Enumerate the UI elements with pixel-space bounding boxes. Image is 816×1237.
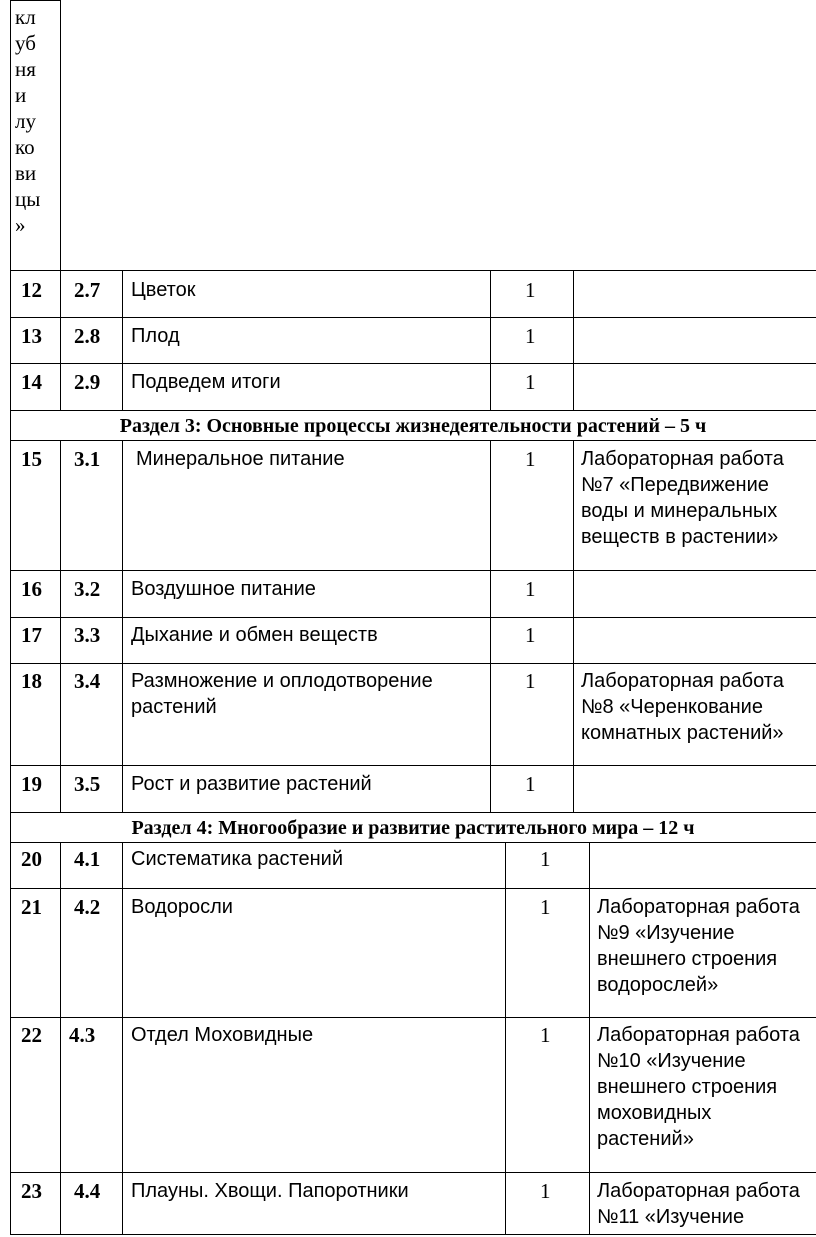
row-line (10, 0, 60, 1)
section-heading: Раздел 4: Многообразие и развитие растительного мира – 12 ч (131, 817, 695, 839)
lesson-code: 4.3 (69, 1023, 96, 1047)
fragment-line: лу (15, 109, 36, 133)
col-line (60, 440, 61, 812)
lab-note-line: №7 «Передвижение (581, 474, 769, 496)
lesson-code: 3.4 (74, 669, 101, 693)
lesson-code: 4.1 (74, 847, 101, 871)
row-number: 23 (21, 1179, 42, 1203)
row-line (10, 888, 816, 889)
col-line (589, 842, 590, 1235)
lab-note-line: №11 «Изучение (597, 1206, 745, 1228)
lab-note-line: Лабораторная работа (597, 1180, 800, 1202)
row-line (10, 363, 816, 364)
row-number: 22 (21, 1023, 42, 1047)
lesson-topic: Систематика растений (131, 848, 344, 870)
lesson-topic: Водоросли (131, 896, 233, 918)
lesson-topic-line: растений (131, 696, 217, 718)
row-number: 14 (21, 370, 42, 394)
fragment-line: » (15, 213, 26, 237)
fragment-line: ня (15, 57, 36, 81)
section-heading: Раздел 3: Основные процессы жизнедеятельности растений – 5 ч (119, 415, 707, 437)
lesson-topic: Воздушное питание (131, 578, 316, 600)
fragment-line: ко (15, 135, 35, 159)
row-number: 18 (21, 669, 42, 693)
lesson-code: 2.7 (74, 278, 101, 302)
lesson-hours: 1 (525, 370, 536, 394)
lesson-code: 4.4 (74, 1179, 101, 1203)
lesson-hours: 1 (525, 669, 536, 693)
lesson-code: 2.8 (74, 324, 101, 348)
lab-note-line: №10 «Изучение (597, 1050, 746, 1072)
lab-note-line: Лабораторная работа (581, 448, 784, 470)
col-line (122, 270, 123, 410)
lesson-topic: Отдел Моховидные (131, 1024, 314, 1046)
row-number: 17 (21, 623, 42, 647)
lesson-hours: 1 (525, 577, 536, 601)
lesson-code: 4.2 (74, 895, 101, 919)
row-number: 20 (21, 847, 42, 871)
lesson-code: 3.1 (74, 447, 101, 471)
row-number: 19 (21, 772, 42, 796)
row-number: 13 (21, 324, 42, 348)
col-line (60, 842, 61, 1235)
lesson-hours: 1 (525, 623, 536, 647)
row-line (10, 1017, 816, 1018)
row-line (10, 570, 816, 571)
row-line (10, 1234, 816, 1235)
lesson-hours: 1 (525, 324, 536, 348)
lesson-hours: 1 (525, 772, 536, 796)
fragment-line: кл (15, 5, 36, 29)
lab-note-line: моховидных (597, 1102, 712, 1124)
row-line (10, 317, 816, 318)
lesson-hours: 1 (540, 895, 551, 919)
lesson-hours: 1 (525, 278, 536, 302)
lesson-topic: Плод (131, 325, 180, 347)
lab-note-line: №9 «Изучение (597, 922, 735, 944)
row-line (10, 765, 816, 766)
row-number: 12 (21, 278, 42, 302)
lesson-code: 3.2 (74, 577, 101, 601)
lab-note-line: растений» (597, 1128, 694, 1150)
lab-note-line: внешнего строения (597, 1076, 778, 1098)
lab-note-line: водорослей» (597, 974, 719, 996)
row-line (10, 842, 816, 843)
lesson-topic: Минеральное питание (136, 448, 345, 470)
lesson-topic: Рост и развитие растений (131, 773, 372, 795)
col-line (573, 440, 574, 812)
col-line (122, 440, 123, 812)
lesson-hours: 1 (540, 847, 551, 871)
lesson-hours: 1 (525, 447, 536, 471)
row-number: 15 (21, 447, 42, 471)
row-number: 16 (21, 577, 42, 601)
fragment-line: ви (15, 161, 37, 185)
row-line (10, 1172, 816, 1173)
col-line (60, 0, 61, 410)
lab-note-line: №8 «Черенкование (581, 696, 763, 718)
row-line (10, 440, 816, 441)
lab-note-line: веществ в растении» (581, 526, 779, 548)
lab-note-line: воды и минеральных (581, 500, 778, 522)
lesson-hours: 1 (540, 1023, 551, 1047)
row-line (10, 270, 816, 271)
lab-note-line: комнатных растений» (581, 722, 784, 744)
row-line (10, 617, 816, 618)
lesson-hours: 1 (540, 1179, 551, 1203)
lesson-topic: Цветок (131, 279, 196, 301)
fragment-line: уб (15, 31, 36, 55)
row-line (10, 410, 816, 411)
lesson-code: 3.5 (74, 772, 101, 796)
col-line (10, 0, 11, 1235)
lesson-topic: Дыхание и обмен веществ (131, 624, 378, 646)
col-line (573, 270, 574, 410)
lab-note-line: Лабораторная работа (581, 670, 784, 692)
row-number: 21 (21, 895, 42, 919)
fragment-line: цы (15, 187, 41, 211)
lab-note-line: Лабораторная работа (597, 896, 800, 918)
lab-note-line: внешнего строения (597, 948, 778, 970)
col-line (490, 440, 491, 812)
row-line (10, 812, 816, 813)
row-line (10, 663, 816, 664)
lesson-topic: Подведем итоги (131, 371, 281, 393)
lab-note-line: Лабораторная работа (597, 1024, 800, 1046)
col-line (122, 842, 123, 1235)
fragment-line: и (15, 83, 27, 107)
lesson-code: 2.9 (74, 370, 101, 394)
col-line (490, 270, 491, 410)
lesson-topic-line: Размножение и оплодотворение (131, 670, 433, 692)
lesson-topic: Плауны. Хвощи. Папоротники (131, 1180, 409, 1202)
col-line (505, 842, 506, 1235)
lesson-code: 3.3 (74, 623, 101, 647)
